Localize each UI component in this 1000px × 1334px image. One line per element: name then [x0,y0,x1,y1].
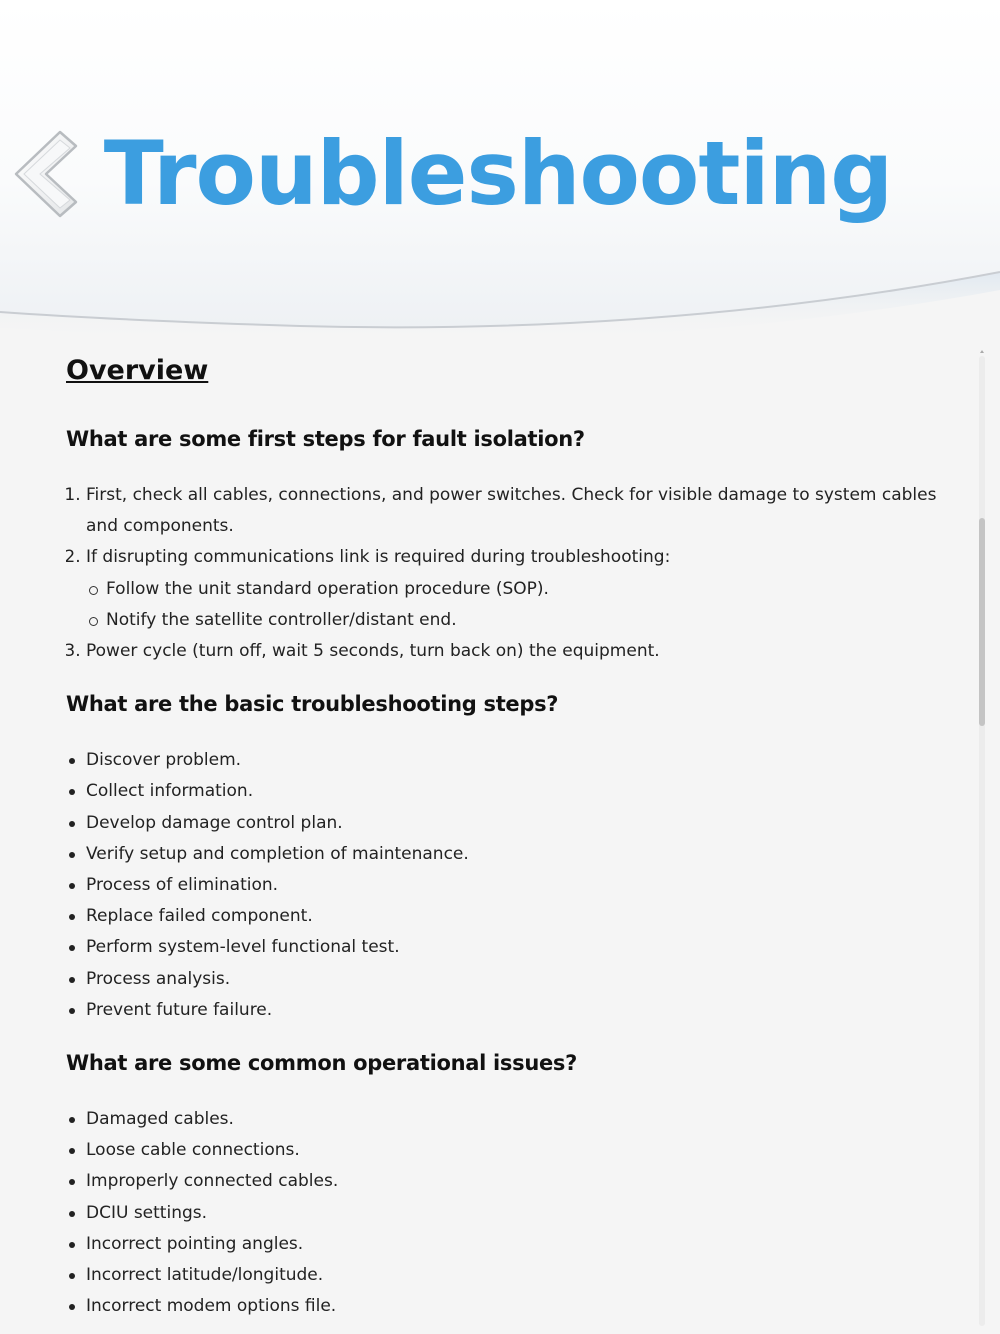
sub-list-item: Notify the satellite controller/distant end. [86,605,946,636]
list-item: Perform system-level functional test. [66,932,946,963]
list-item: Replace failed component. [66,901,946,932]
list-item: Process analysis. [66,964,946,995]
list-item [86,542,946,636]
section-question: What are the basic troubleshooting steps? [66,692,559,717]
list-item: Process of elimination. [66,870,946,901]
list-item: DCIU settings. [66,1198,946,1229]
scroll-track[interactable] [979,356,985,1326]
section-question: What are some first steps for fault isolation? [66,427,585,451]
list-item: Improperly connected cables. [66,1166,946,1197]
fault-isolation-steps [66,480,946,667]
list-item: Discover problem. [66,745,946,776]
list-item: Incorrect pointing angles. [66,1229,946,1260]
list-item: Incorrect latitude/longitude. [66,1260,946,1291]
operational-issues-list [66,1104,946,1322]
content-area [66,352,946,1334]
header [0,0,1000,345]
list-item: Verify setup and completion of maintenance. [66,839,946,870]
list-item-text: If disrupting communications link is required during troubleshooting: [86,547,671,568]
scroll-thumb[interactable] [979,518,985,726]
scroll-up-arrow-icon[interactable] [980,350,984,353]
scrollbar[interactable] [977,346,987,1334]
list-item: Incorrect modem options file. [66,1291,946,1322]
list-item: Develop damage control plan. [66,808,946,839]
basic-steps-list [66,745,946,1026]
list-item: 3. Power cycle (turn off, wait 5 seconds, turn back on) the equipment. [86,636,946,667]
list-item: Prevent future failure. [66,995,946,1026]
list-item: Collect information. [66,776,946,807]
list-item: Damaged cables. [66,1104,946,1135]
overview-heading: Overview [66,355,209,386]
page-title: Troubleshooting [103,122,893,225]
list-item: 1. First, check all cables, connections, and power switches. Check for visible damage to system cables and components. [86,480,946,542]
sub-list [86,574,946,636]
list-item: Loose cable connections. [66,1135,946,1166]
section-question: What are some common operational issues? [66,1051,578,1076]
sub-list-item: Follow the unit standard operation procedure (SOP). [86,574,946,605]
